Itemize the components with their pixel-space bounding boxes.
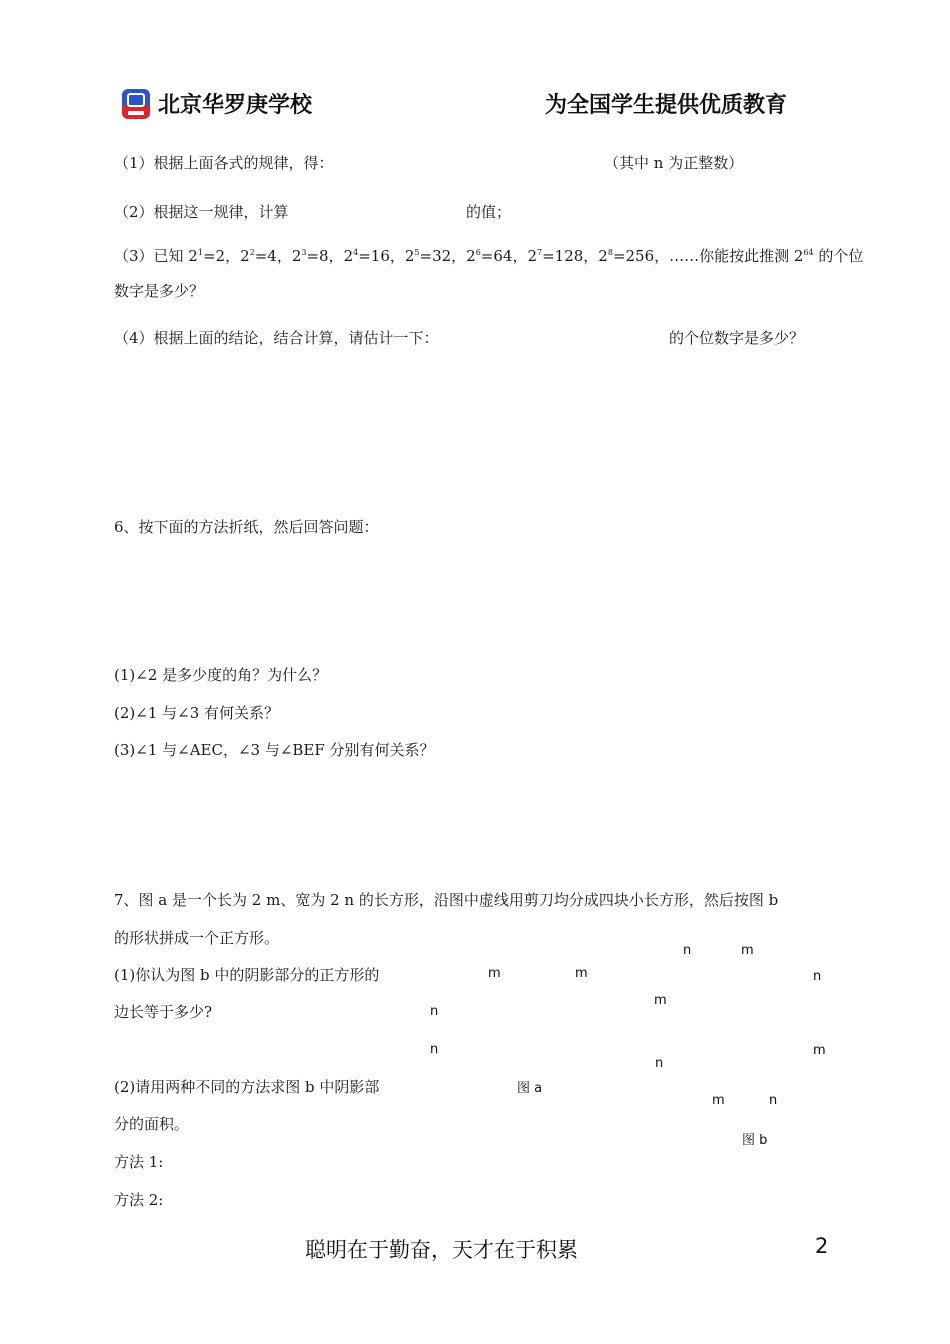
power-value: =256，……你能按此推测 2 <box>612 247 804 265</box>
q5-part3-line1 <box>114 243 863 266</box>
q5-part1-note: （其中 n 为正整数） <box>604 154 744 172</box>
q5-part4-suffix: 的个位数字是多少？ <box>669 329 805 347</box>
fig-b-label-n-3: n <box>655 1056 664 1071</box>
power-value: =4，2 <box>254 247 302 265</box>
fig-b-label-m-2: m <box>654 993 667 1008</box>
fig-a-caption: 图 a <box>517 1081 543 1096</box>
footer-motto: 聪明在于勤奋，天才在于积累 <box>305 1238 578 1262</box>
q7-sub2-line1: (2)请用两种不同的方法求图 b 中阴影部 <box>114 1078 380 1096</box>
power-exponent: 4 <box>353 248 359 257</box>
power-value: 的个位 <box>813 247 864 265</box>
q5-part4-text: （4）根据上面的结论，结合计算，请估计一下： <box>114 329 439 347</box>
school-logo-icon <box>122 89 150 119</box>
power-exponent: 1 <box>197 248 203 257</box>
fig-a-label-m-1: m <box>488 966 501 981</box>
header-slogan: 为全国学生提供优质教育 <box>545 93 788 118</box>
fig-a-label-m-2: m <box>575 966 588 981</box>
q5-part3-line2: 数字是多少？ <box>114 282 205 300</box>
power-value: =8，2 <box>306 247 354 265</box>
q7-sub2-line2: 分的面积。 <box>114 1115 190 1133</box>
fig-b-label-n-1: n <box>683 943 692 958</box>
power-value: =128，2 <box>542 247 608 265</box>
q5-part2-suffix: 的值； <box>466 203 512 221</box>
q7-method2: 方法 2: <box>114 1191 164 1209</box>
q6-item-3: (3)∠1 与∠AEC，∠3 与∠BEF 分别有何关系？ <box>114 741 435 759</box>
school-name: 北京华罗庚学校 <box>158 93 313 118</box>
power-exponent: 3 <box>301 248 307 257</box>
power-exponent: 64 <box>803 248 814 257</box>
q5-part1-text: （1）根据上面各式的规律，得： <box>114 154 334 172</box>
q5-part3-prefix: （3）已知 2 <box>114 247 198 265</box>
power-value: =2，2 <box>202 247 250 265</box>
power-exponent: 6 <box>475 248 481 257</box>
fig-b-caption: 图 b <box>742 1133 768 1148</box>
power-exponent: 8 <box>607 248 613 257</box>
page-number: 2 <box>815 1234 829 1258</box>
q7-sub1-line1: (1)你认为图 b 中的阴影部分的正方形的 <box>114 966 380 984</box>
power-value: =64，2 <box>480 247 537 265</box>
fig-b-label-n-4: n <box>769 1093 778 1108</box>
fig-b-label-m-3: m <box>813 1043 826 1058</box>
power-value: =32，2 <box>419 247 476 265</box>
fig-b-label-m-4: m <box>712 1093 725 1108</box>
fig-a-label-n-2: n <box>430 1042 439 1057</box>
power-value: =16，2 <box>358 247 415 265</box>
q7-line1: 7、图 a 是一个长为 2 m、宽为 2 n 的长方形，沿图中虚线用剪刀均分成四块小长方形，然后按图 b <box>114 891 779 909</box>
fig-a-label-n-1: n <box>430 1004 439 1019</box>
q6-item-1: (1)∠2 是多少度的角？为什么？ <box>114 666 328 684</box>
power-exponent: 5 <box>414 248 420 257</box>
q7-sub1-line2: 边长等于多少? <box>114 1003 213 1021</box>
q7-line2: 的形状拼成一个正方形。 <box>114 929 280 947</box>
q5-part3-powers <box>198 247 864 265</box>
power-exponent: 2 <box>249 248 255 257</box>
power-exponent: 7 <box>537 248 543 257</box>
q5-part2-text: （2）根据这一规律，计算 <box>114 203 289 221</box>
fig-b-label-n-2: n <box>813 969 822 984</box>
q7-method1: 方法 1: <box>114 1153 164 1171</box>
fig-b-label-m-1: m <box>741 943 754 958</box>
q6-item-2: (2)∠1 与∠3 有何关系？ <box>114 704 280 722</box>
q6-title: 6、按下面的方法折纸，然后回答问题： <box>114 518 379 536</box>
